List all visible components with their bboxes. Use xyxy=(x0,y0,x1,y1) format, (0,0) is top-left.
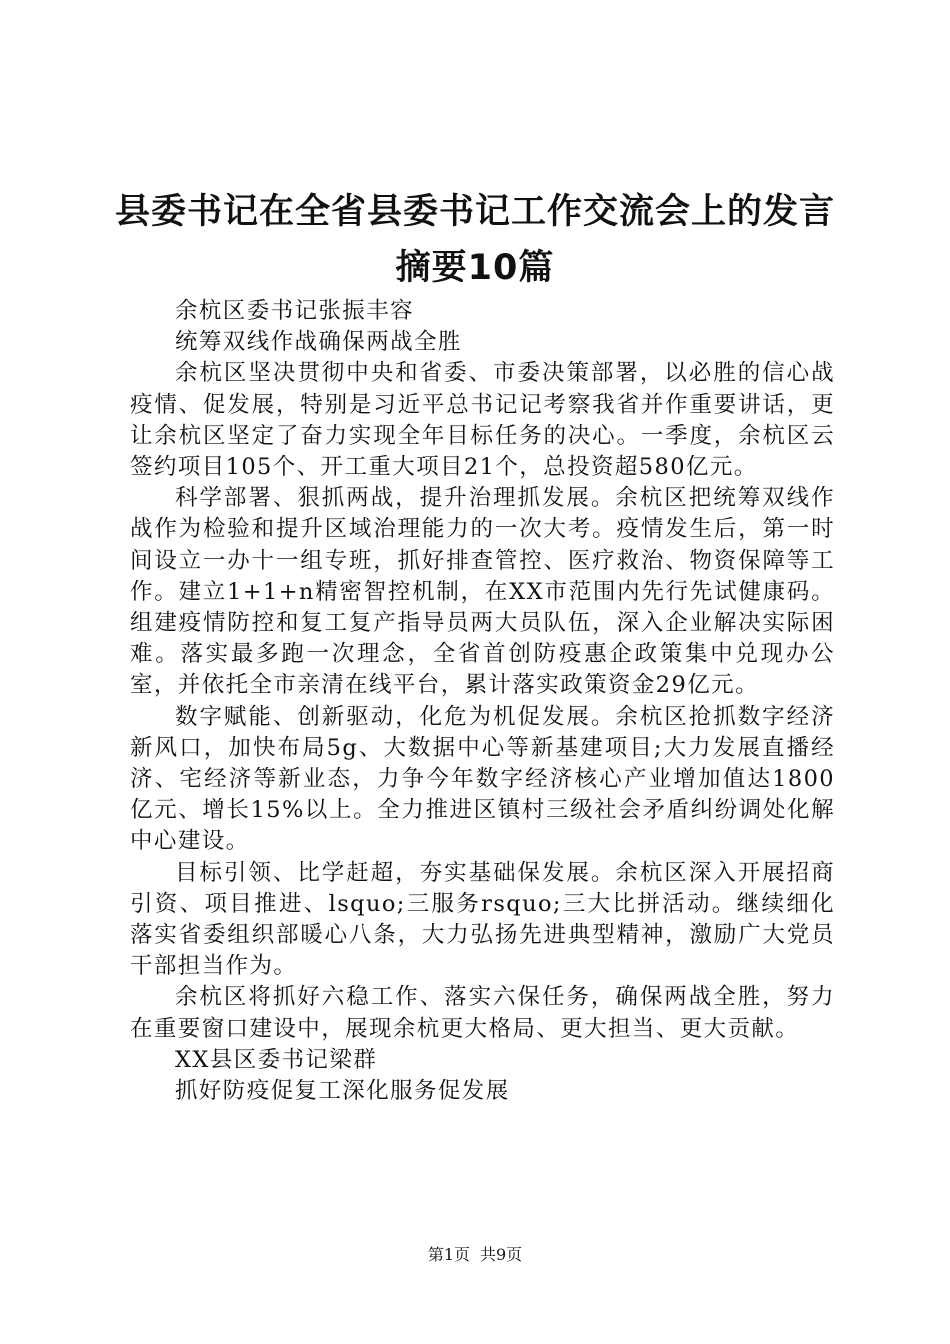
section-heading: 抓好防疫促复工深化服务促发展 xyxy=(175,1078,510,1105)
document-title-line-2: 摘要10篇 xyxy=(395,248,555,288)
page-total: 共9页 xyxy=(480,1245,523,1264)
document-title-line-1: 县委书记在全省县委书记工作交流会上的发言 xyxy=(114,192,835,232)
body-paragraph: 科学部署、狠抓两战，提升治理抓发展。余杭区把统筹双线作战作为检验和提升区域治理能力的一次大考。疫情发生后，第一时间设立一办十一组专班，抓好排查管控、医疗救治、物资保障等工作。建立1+1+n精密智控机制，在XX市范围内先行先试健康码。组建疫情防控和复工复产指导员两大员队伍，深入企业解决实际困难。落实最多跑一次理念，全省首创防疫惠企政策集中兑现办公室，并依托全市亲清在线平台，累计落实政策资金29亿元。 xyxy=(130,485,835,699)
page-number: 第1页 xyxy=(427,1245,470,1264)
body-paragraph: 数字赋能、创新驱动，化危为机促发展。余杭区抢抓数字经济新风口，加快布局5g、大数据中心等新基建项目;大力发展直播经济、宅经济等新业态，力争今年数字经济核心产业增加值达1800亿元、增长15%以上。全力推进区镇村三级社会矛盾纠纷调处化解中心建设。 xyxy=(130,703,835,855)
section-heading: 统筹双线作战确保两战全胜 xyxy=(175,329,462,356)
author-line: XX县区委书记梁群 xyxy=(175,1046,378,1073)
document-body xyxy=(130,296,835,1107)
body-paragraph: 余杭区坚决贯彻中央和省委、市委决策部署，以必胜的信心战疫情、促发展，特别是习近平总书记记考察我省并作重要讲话，更让余杭区坚定了奋力实现全年目标任务的决心。一季度，余杭区云签约项目105个、开工重大项目21个，总投资超580亿元。 xyxy=(130,360,835,481)
page-footer xyxy=(0,1244,950,1266)
author-line: 余杭区委书记张振丰容 xyxy=(175,298,415,324)
body-paragraph: 目标引领、比学赶超，夯实基础保发展。余杭区深入开展招商引资、项目推进、lsquo;三服务rsquo;三大比拼活动。继续细化落实省委组织部暖心八条，大力弘扬先进典型精神，激励广大党员干部担当作为。 xyxy=(130,859,835,980)
body-paragraph: 余杭区将抓好六稳工作、落实六保任务，确保两战全胜，努力在重要窗口建设中，展现余杭更大格局、更大担当、更大贡献。 xyxy=(130,984,835,1042)
